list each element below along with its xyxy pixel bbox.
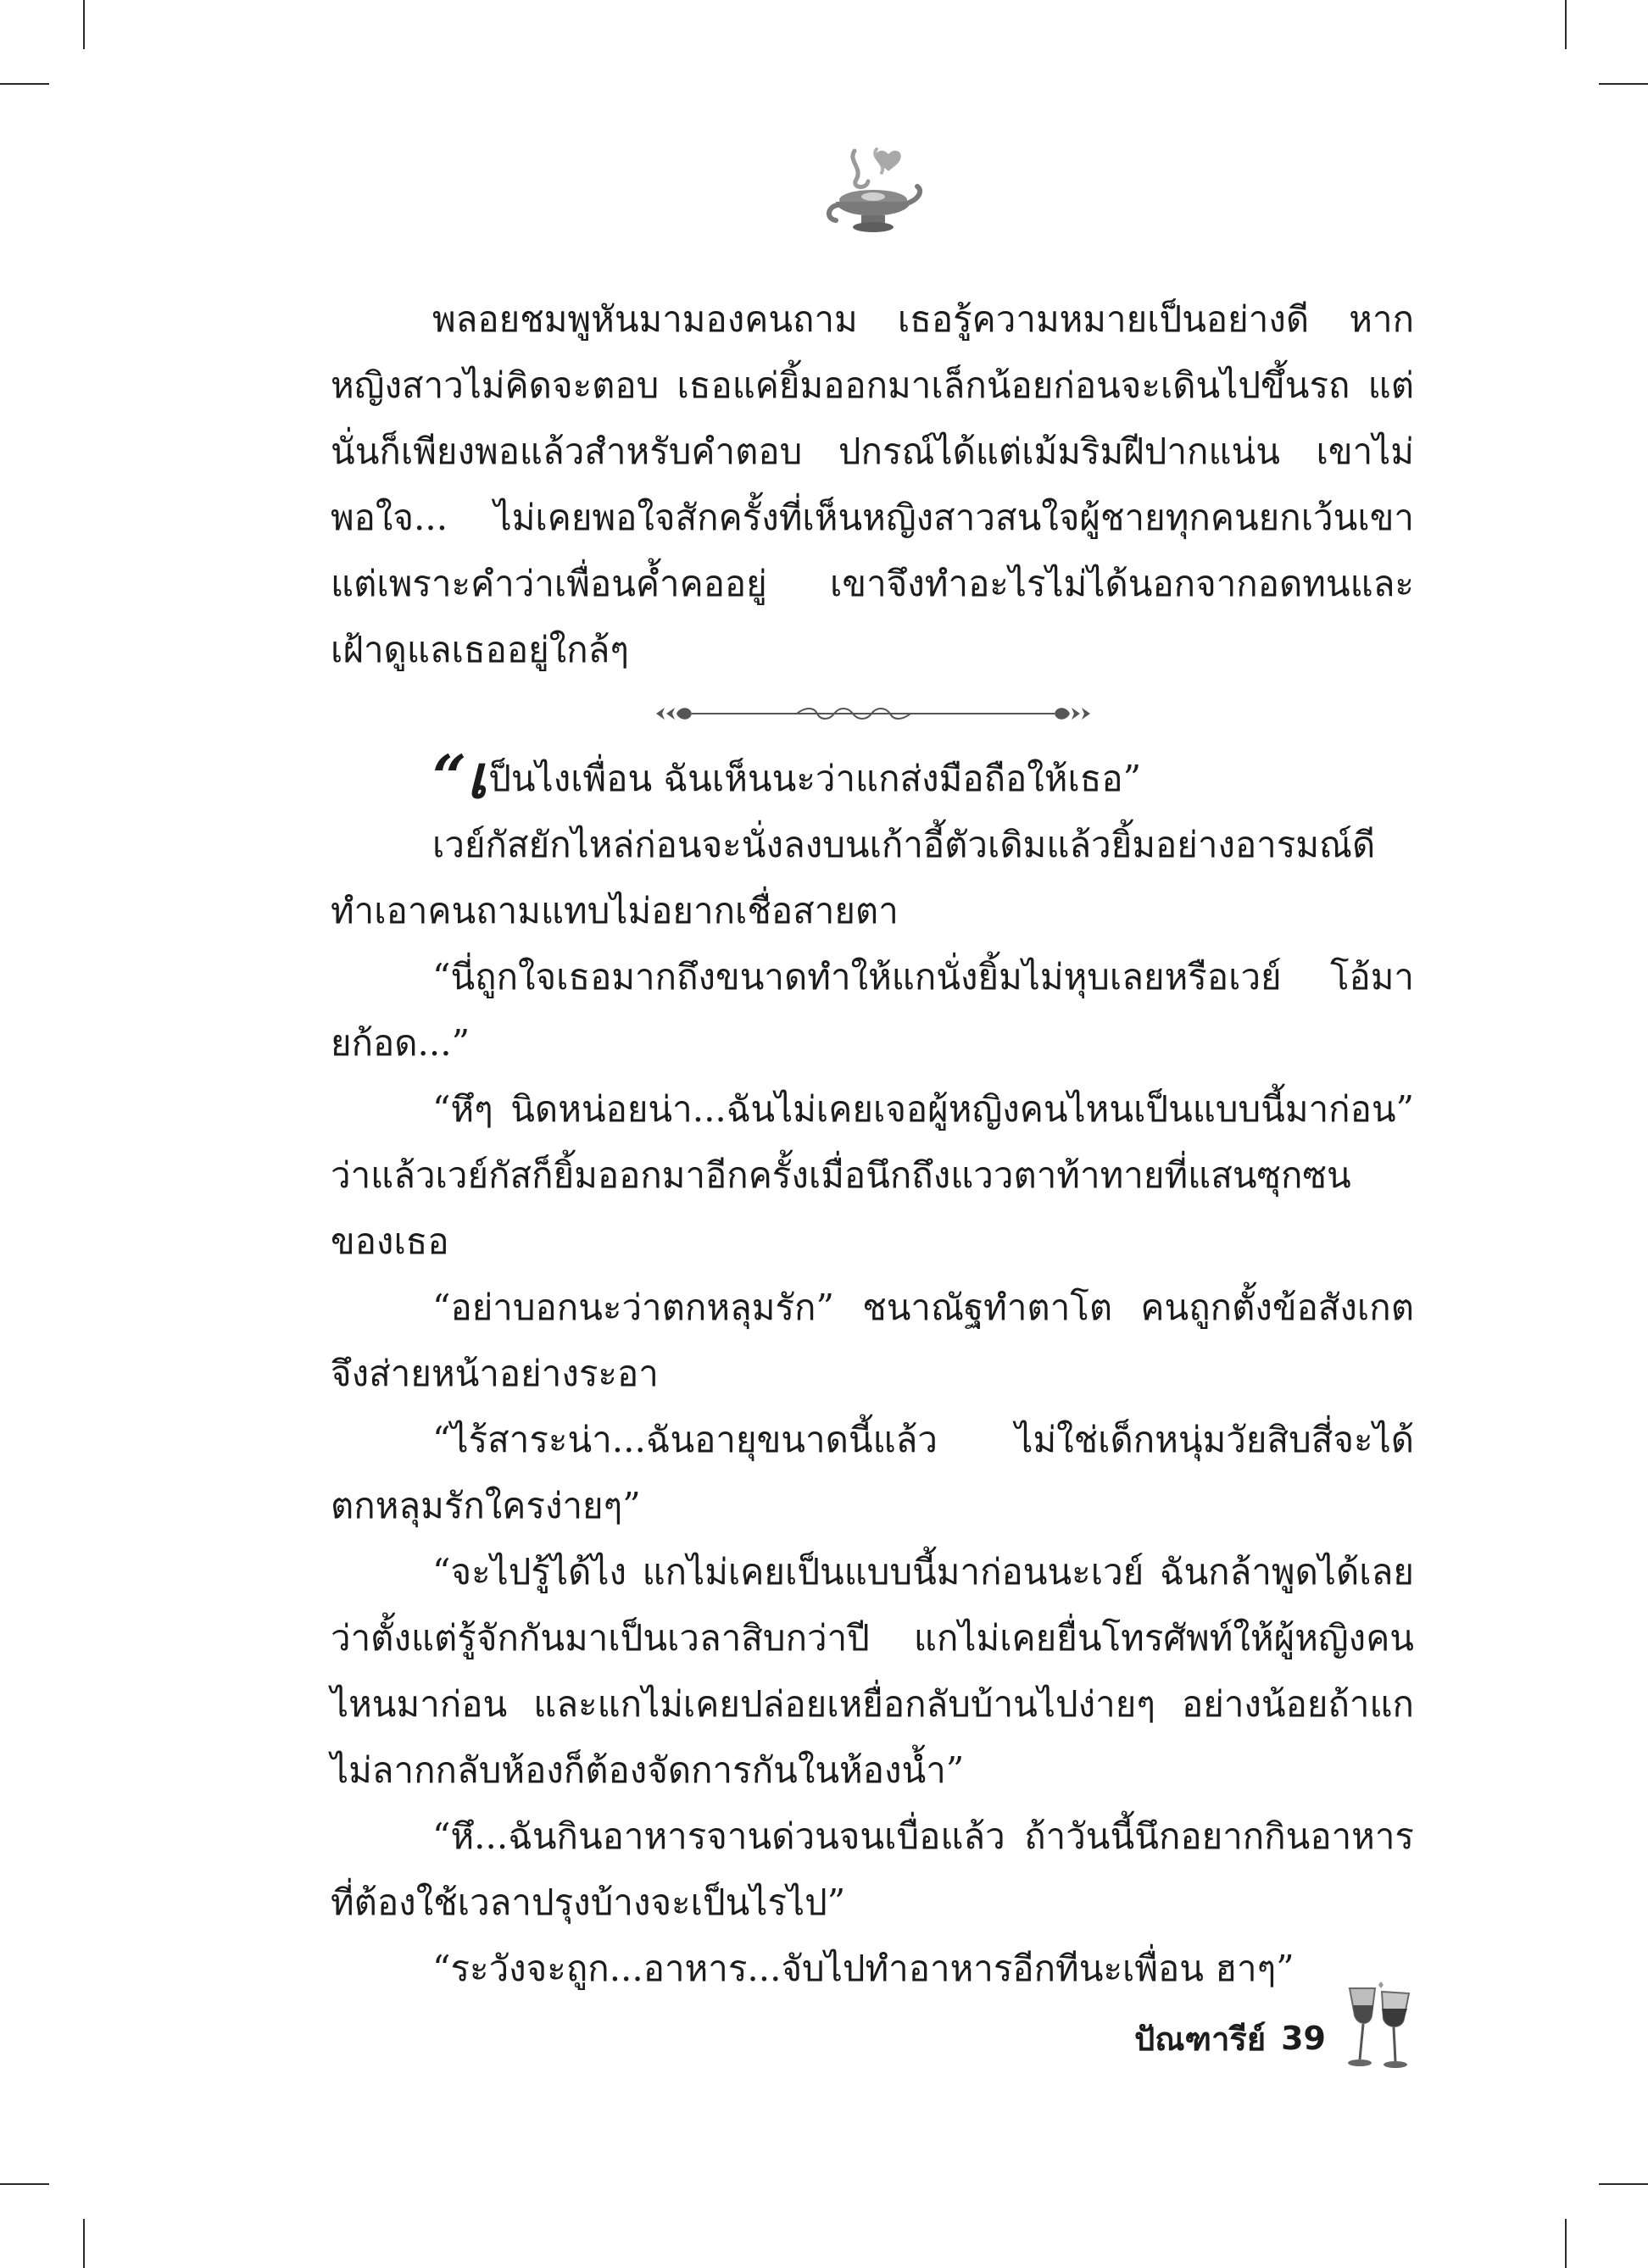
paragraph: เวย์กัสยักไหล่ก่อนจะนั่งลงบนเก้าอี้ตัวเดิมแล้วยิ้มอย่างอารมณ์ดี ทำเอาคนถามแทบไม่อยากเชื่อสายตา xyxy=(331,824,1376,931)
crop-mark-top-right xyxy=(1565,0,1567,49)
author-name: ปัณฑารีย์ xyxy=(1134,2020,1267,2058)
narrative-block-2 xyxy=(331,742,1414,2002)
wine-glasses-icon xyxy=(1341,1982,1414,2075)
ornament-divider xyxy=(653,695,1094,732)
drop-cap: “เ xyxy=(432,742,487,812)
opening-dialogue xyxy=(331,742,1414,812)
paragraph: “หึ...ฉันกินอาหารจานด่วนจนเบื่อแล้ว ถ้าวันนี้นึกอยากกินอาหารที่ต้องใช้เวลาปรุงบ้างจะเป็นไรไป” xyxy=(331,1815,1414,1923)
narrative-block-1 xyxy=(331,286,1414,683)
crop-mark-bottom-right xyxy=(1565,2219,1567,2268)
crop-mark-bottom-left-h xyxy=(0,2183,49,2185)
paragraph: “นี่ถูกใจเธอมากถึงขนาดทำให้แกนั่งยิ้มไม่หุบเลยหรือเวย์ โอ้มายก้อด...” xyxy=(331,956,1414,1064)
genie-lamp-icon xyxy=(822,142,924,244)
page-footer xyxy=(1134,2009,1414,2068)
paragraph: “ไร้สาระน่า...ฉันอายุขนาดนี้แล้ว ไม่ใช่เด็กหนุ่มวัยสิบสี่จะได้ตกหลุมรักใครง่ายๆ” xyxy=(331,1419,1414,1526)
page-number: 39 xyxy=(1281,2020,1326,2057)
paragraph: “อย่าบอกนะว่าตกหลุมรัก” ชนาณัฐทำตาโต คนถูกตั้งข้อสังเกตจึงส่ายหน้าอย่างระอา xyxy=(331,1287,1414,1394)
crop-mark-top-left-h xyxy=(0,83,49,85)
paragraph: “หึๆ นิดหน่อยน่า...ฉันไม่เคยเจอผู้หญิงคนไหนเป็นแบบนี้มาก่อน” ว่าแล้วเวย์กัสก็ยิ้มออกมาอีกครั้งเมื่อนึกถึงแววตาท้าทายที่แสนซุกซนของเธอ xyxy=(331,1088,1414,1262)
opening-dialogue-text: ป็นไงเพื่อน ฉันเห็นนะว่าแกส่งมือถือให้เธอ” xyxy=(488,758,1142,799)
paragraph: พลอยชมพูหันมามองคนถาม เธอรู้ความหมายเป็นอย่างดี หากหญิงสาวไม่คิดจะตอบ เธอแค่ยิ้มออกมาเล็กน้อยก่อนจะเดินไปขึ้นรถ แต่นั่นก็เพียงพอแล้วสำหรับคำตอบ ปกรณ์ได้แต่เม้มริมฝีปากแน่น เขาไม่พอใจ... ไม่เคยพอใจสักครั้งที่เห็นหญิงสาวสนใจผู้ชายทุกคนยกเว้นเขา แต่เพราะคำว่าเพื่อนค้ำคออยู่ เขาจึงทำอะไรไม่ได้นอกจากอดทนและเฝ้าดูแลเธออยู่ใกล้ๆ xyxy=(331,298,1414,670)
paragraph: “ระวังจะถูก...อาหาร...จับไปทำอาหารอีกทีนะเพื่อน ฮาๆ” xyxy=(432,1948,1294,1989)
crop-mark-top-left xyxy=(83,0,85,49)
paragraph: “จะไปรู้ได้ไง แกไม่เคยเป็นแบบนี้มาก่อนนะเวย์ ฉันกล้าพูดได้เลยว่าตั้งแต่รู้จักกันมาเป็นเวลาสิบกว่าปี แกไม่เคยยื่นโทรศัพท์ให้ผู้หญิงคนไหนมาก่อน และแกไม่เคยปล่อยเหยื่อกลับบ้านไปง่ายๆ อย่างน้อยถ้าแกไม่ลากกลับห้องก็ต้องจัดการกันในห้องน้ำ” xyxy=(331,1551,1414,1791)
crop-mark-top-right-h xyxy=(1599,83,1648,85)
crop-mark-bottom-right-h xyxy=(1599,2183,1648,2185)
crop-mark-bottom-left xyxy=(83,2219,85,2268)
